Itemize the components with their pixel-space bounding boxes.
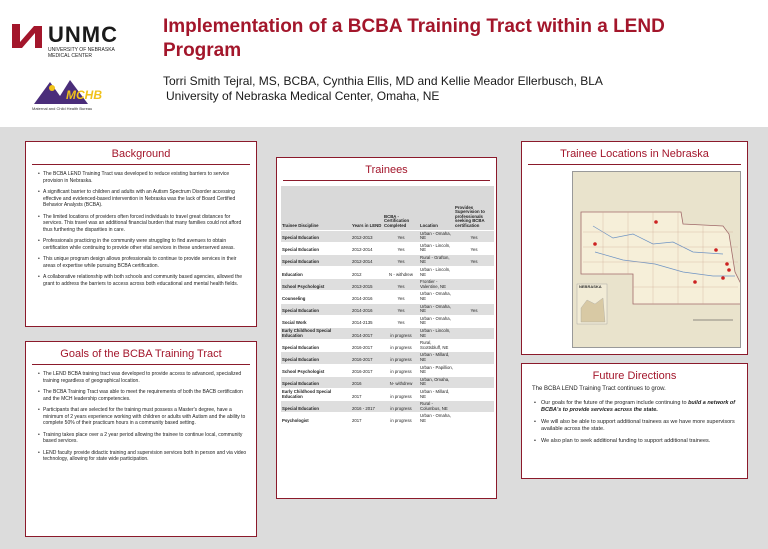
table-cell: Urban - Lincoln, NE: [419, 242, 454, 254]
table-row: [281, 352, 494, 364]
table-cell: in progress: [383, 364, 419, 376]
table-cell: in progress: [383, 352, 419, 364]
table-row: [281, 388, 494, 400]
table-cell: [454, 340, 494, 352]
table-cell: 2016: [351, 376, 383, 388]
table-cell: [454, 267, 494, 279]
table-cell: Social Work: [281, 315, 351, 327]
future-intro: The BCBA LEND Training Tract continues to grow.: [532, 386, 666, 392]
table-cell: Urban - Millard, NE: [419, 388, 454, 400]
table-cell: 2016-2017: [351, 364, 383, 376]
table-row: [281, 230, 494, 242]
background-list: [26, 165, 256, 287]
table-cell: Early Childhood Special Education: [281, 388, 351, 400]
background-panel: [25, 141, 257, 327]
future-panel: [521, 363, 748, 479]
future-item: • Our goals for the future of the program include continuing to build a network of BCBA's to provide services across the state.: [534, 400, 739, 413]
unmc-n-mark-icon: [10, 20, 44, 50]
table-cell: Rural, Scottsbluff, NE: [419, 340, 454, 352]
goals-item: • The BCBA Training Tract was able to meet the requirements of both the BACB certification and the MCH leadership competencies.: [38, 389, 248, 402]
table-cell: Urban - Omaha, NE: [419, 315, 454, 327]
trainees-table-body: [281, 230, 494, 425]
table-cell: 2014-2016: [351, 291, 383, 303]
table-cell: Special Education: [281, 376, 351, 388]
table-cell: Special Education: [281, 401, 351, 413]
table-cell: School Psychologist: [281, 364, 351, 376]
table-row: [281, 315, 494, 327]
table-cell: Yes: [454, 303, 494, 315]
table-row: [281, 413, 494, 425]
goals-title: Goals of the BCBA Training Tract: [60, 348, 222, 360]
future-list: [522, 392, 747, 445]
table-cell: 2014-2135: [351, 315, 383, 327]
trainees-table: [281, 186, 494, 426]
nebraska-map-image: [573, 172, 741, 348]
table-cell: Special Education: [281, 254, 351, 266]
column-header: Location: [419, 186, 454, 230]
table-cell: 2017: [351, 388, 383, 400]
table-cell: 2014-2017: [351, 328, 383, 340]
table-cell: Special Education: [281, 340, 351, 352]
table-cell: Rural - Grafton, NE: [419, 254, 454, 266]
column-header: Provides Supervision to professionals seeking BCBA certification: [454, 186, 494, 230]
future-item: • We also plan to seek additional funding to support additional trainees.: [534, 438, 739, 445]
table-cell: Urban - Millard, NE: [419, 352, 454, 364]
future-title: Future Directions: [592, 370, 677, 382]
table-row: [281, 254, 494, 266]
table-cell: 2012-2014: [351, 254, 383, 266]
table-cell: 2016-2017: [351, 352, 383, 364]
trainees-divider: [283, 180, 490, 181]
table-cell: Yes: [454, 242, 494, 254]
goals-item: • Participants that are selected for the training must possess a Master's degree, have a minimum of 2 years experience working with children or adults with Autism and the ability to complete 50% of their practicum hours in a community based setting.: [38, 407, 248, 427]
table-cell: Urban - Lincoln, NE: [419, 328, 454, 340]
trainees-table-header: [281, 186, 494, 230]
table-cell: Yes: [383, 242, 419, 254]
table-cell: Special Education: [281, 352, 351, 364]
table-cell: 2014-2016: [351, 303, 383, 315]
table-cell: Yes: [454, 230, 494, 242]
map-panel: [521, 141, 748, 355]
table-row: [281, 303, 494, 315]
table-cell: Yes: [383, 230, 419, 242]
unmc-subtitle: UNIVERSITY OF NEBRASKA MEDICAL CENTER: [48, 47, 115, 59]
table-row: [281, 340, 494, 352]
table-row: [281, 242, 494, 254]
table-cell: Frontier - Valentine, NE: [419, 279, 454, 291]
column-header: BCBA - Certification Completed: [383, 186, 419, 230]
goals-panel: [25, 341, 257, 537]
poster-affiliation: University of Nebraska Medical Center, Omaha, NE: [166, 89, 440, 103]
poster-authors: Torri Smith Tejral, MS, BCBA, Cynthia Ellis, MD and Kellie Meador Ellerbusch, BLA: [163, 74, 603, 88]
background-item: • This unique program design allows professionals to continue to provide services in their areas of expertise while pursuing BCBA certification.: [38, 256, 248, 269]
goals-list: [26, 365, 256, 463]
table-row: [281, 364, 494, 376]
table-cell: Yes: [383, 254, 419, 266]
table-cell: in progress: [383, 401, 419, 413]
table-cell: Yes: [383, 279, 419, 291]
table-cell: Rural - Columbus, NE: [419, 401, 454, 413]
map-state-label: NEBRASKA: [579, 284, 602, 289]
table-cell: [454, 413, 494, 425]
table-cell: Special Education: [281, 242, 351, 254]
table-cell: 2017: [351, 413, 383, 425]
trainees-panel: [276, 157, 497, 499]
background-item: • The limited locations of providers often forced individuals to travel great distances for services. This travel was an additional financial burden that many families could not afford thus furthering the disparities in care.: [38, 214, 248, 234]
map-title: Trainee Locations in Nebraska: [560, 148, 709, 160]
table-cell: Education: [281, 267, 351, 279]
future-item: • We will also be able to support additional trainees as we have more supervisors available across the state.: [534, 419, 739, 432]
table-cell: [454, 364, 494, 376]
table-cell: [454, 315, 494, 327]
poster-title: Implementation of a BCBA Training Tract within a LEND Program: [163, 16, 665, 61]
table-cell: 2012-2013: [351, 230, 383, 242]
table-cell: Psychologist: [281, 413, 351, 425]
table-cell: [454, 401, 494, 413]
table-cell: Urban - Omaha, NE: [419, 291, 454, 303]
background-item: • A significant barrier to children and adults with an Autism Spectrum Disorder accessing effective and evidenced-based intervention in Nebraska was the lack of Board Certified Behavior Analysts (BCBA).: [38, 189, 248, 209]
table-cell: Urban, Omaha, NE: [419, 376, 454, 388]
unmc-logo: [10, 20, 150, 70]
table-row: [281, 401, 494, 413]
table-cell: Yes: [383, 303, 419, 315]
poster-header: [0, 0, 768, 127]
column-header: Trainee Discipline: [281, 186, 351, 230]
table-cell: 2016-2017: [351, 340, 383, 352]
table-cell: [454, 388, 494, 400]
table-cell: [454, 328, 494, 340]
table-cell: [454, 352, 494, 364]
table-cell: School Psychologist: [281, 279, 351, 291]
goals-item: • The LEND BCBA training tract was developed to provide access to advanced, specialized training regardless of geographical location.: [38, 371, 248, 384]
table-row: [281, 279, 494, 291]
table-cell: Urban - Lincoln, NE: [419, 267, 454, 279]
table-cell: 2013-2015: [351, 279, 383, 291]
table-cell: [454, 376, 494, 388]
column-header: Years in LEND: [351, 186, 383, 230]
table-cell: Urban - Omaha, NE: [419, 413, 454, 425]
table-cell: N- withdrew: [383, 376, 419, 388]
table-cell: Yes: [383, 291, 419, 303]
table-cell: Special Education: [281, 230, 351, 242]
trainees-title: Trainees: [365, 164, 408, 176]
table-cell: [454, 279, 494, 291]
background-item: • A collaborative relationship with both schools and community based agencies, allowed the grant to address the barriers to access across both educational and mental health fields.: [38, 274, 248, 287]
background-title: Background: [111, 148, 171, 160]
goals-item: • LEND faculty provide didactic training and supervision services both in person and via video technology, allowing for state wide participation.: [38, 450, 248, 463]
table-cell: 2016 - 2017: [351, 401, 383, 413]
table-cell: Urban - Omaha, NE: [419, 303, 454, 315]
nebraska-map: [572, 171, 741, 348]
mchb-logo: [30, 76, 110, 114]
table-row: [281, 291, 494, 303]
table-cell: N - withdrew: [383, 267, 419, 279]
table-cell: Yes: [454, 254, 494, 266]
table-row: [281, 267, 494, 279]
goals-item: • Training takes place over a 2 year period allowing the trainee to continue local, community based services.: [38, 432, 248, 445]
table-cell: Urban - Papillion, NE: [419, 364, 454, 376]
table-cell: Urban - Omaha, NE: [419, 230, 454, 242]
table-cell: [454, 291, 494, 303]
background-item: • The BCBA LEND Training Tract was developed to reduce existing barriers to service provision in Nebraska.: [38, 171, 248, 184]
table-cell: Early Childhood Special Education: [281, 328, 351, 340]
background-item: • Professionals practicing in the community were struggling to find avenues to obtain certification while continuing to provide other vital services in these underserved areas.: [38, 238, 248, 251]
table-cell: 2012: [351, 267, 383, 279]
table-row: [281, 328, 494, 340]
table-cell: in progress: [383, 388, 419, 400]
future-item-emphasis: build a network of BCBA's to provide services across the state.: [541, 400, 736, 413]
mchb-subtitle: Maternal and Child Health Bureau: [32, 106, 93, 111]
table-cell: Special Education: [281, 303, 351, 315]
map-divider: [528, 164, 741, 165]
table-row: [281, 376, 494, 388]
table-cell: in progress: [383, 340, 419, 352]
table-cell: in progress: [383, 328, 419, 340]
table-cell: in progress: [383, 413, 419, 425]
table-cell: Counseling: [281, 291, 351, 303]
table-cell: 2012-2014: [351, 242, 383, 254]
unmc-wordmark: UNMC: [48, 22, 118, 47]
mchb-wordmark: MCHB: [66, 88, 102, 102]
table-cell: Yes: [383, 315, 419, 327]
